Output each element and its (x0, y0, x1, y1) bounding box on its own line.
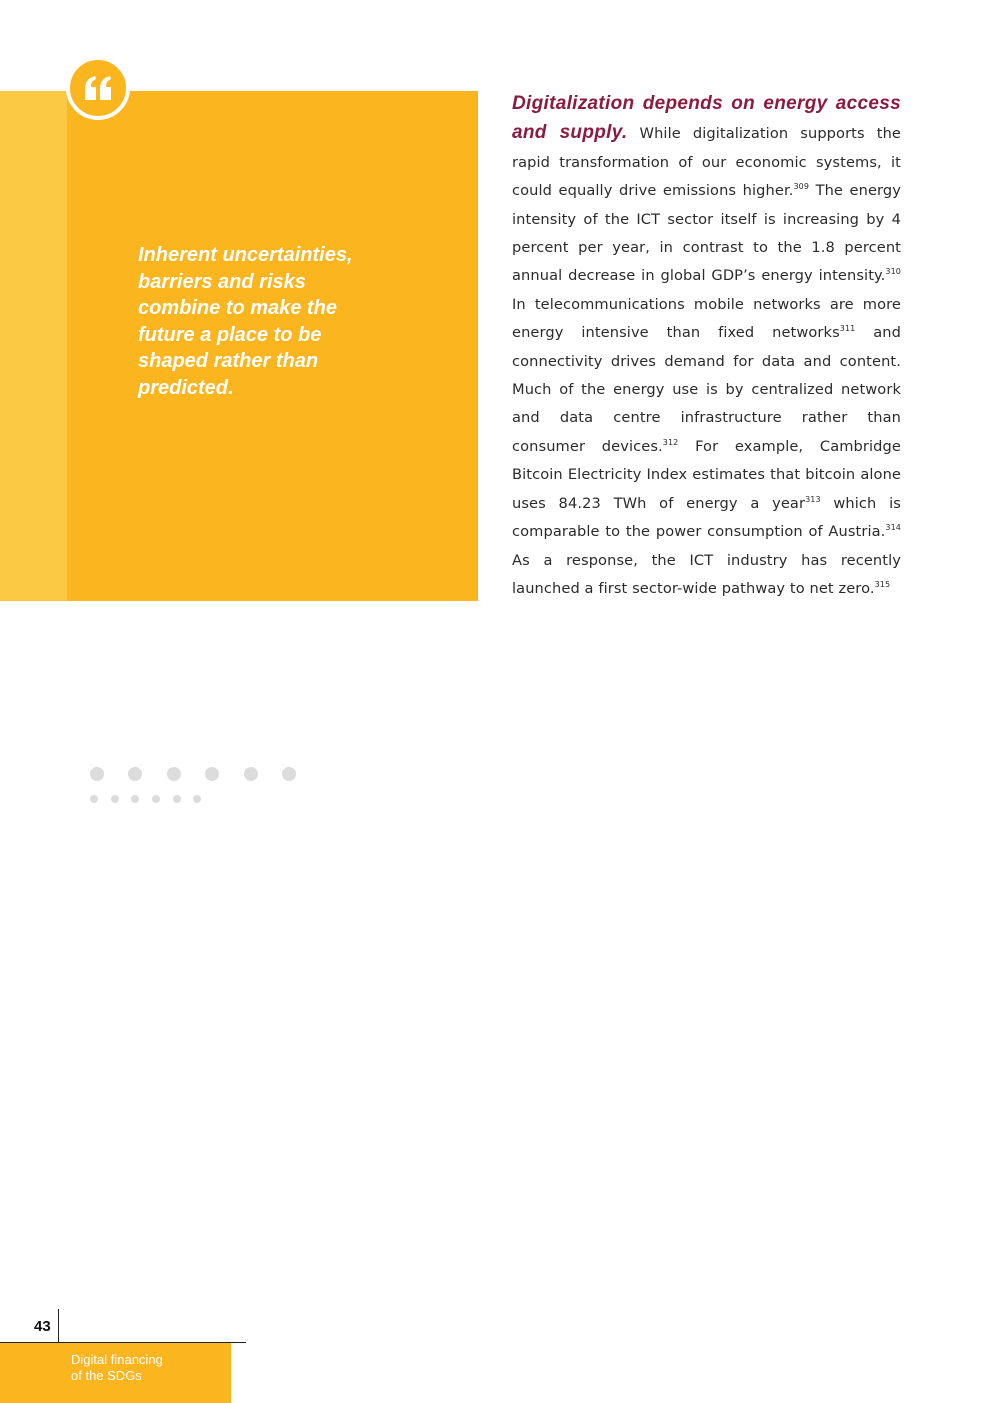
quote-badge (66, 56, 130, 120)
footnote-ref[interactable]: 312 (662, 437, 679, 447)
article-text: For example, Cambridge Bitcoin Electricity Index estimates that bitcoin alone uses 84.23 TWh of energy a year (512, 437, 901, 512)
footnote-ref[interactable]: 313 (805, 494, 821, 504)
pull-quote-line: Inherent uncertainties, (138, 244, 353, 266)
footnote-ref[interactable]: 314 (885, 523, 901, 533)
article-text: While digitalization supports the rapid transformation of our economic systems, it could equally drive emissions higher. (512, 125, 901, 200)
article-lead-heading: Digitalization depends on energy access and supply. (512, 93, 901, 144)
footer-label-line: of the SDGs (71, 1368, 142, 1383)
article-paragraph (512, 90, 901, 603)
pull-quote-line: future a place to be (138, 323, 322, 346)
decorative-dots (88, 766, 308, 806)
footnote-ref[interactable]: 310 (885, 267, 901, 277)
article-text: and connectivity drives demand for data and content. Much of the energy use is by centralized network and data centre infrastructure rather than consumer devices. (512, 324, 902, 455)
article-text: which is comparable to the power consumption of Austria. (512, 494, 901, 541)
pull-quote (138, 242, 378, 401)
pull-quote-line: predicted. (138, 376, 234, 399)
pull-quote-line: shaped rather than (138, 350, 319, 372)
footer-section-label (71, 1352, 221, 1384)
article-text: The energy intensity of the ICT sector itself is increasing by 4 percent per year, in contrast to the 1.8 percent annual decrease in global GDP’s energy intensity. (512, 182, 901, 285)
page-number: 43 (34, 1318, 51, 1335)
article-text: In telecommunications mobile networks are more energy intensive than fixed networks (512, 295, 901, 342)
pull-quote-line: barriers and risks (138, 270, 306, 293)
footnote-ref[interactable]: 309 (793, 182, 810, 192)
pull-quote-line: combine to make the (138, 297, 337, 319)
footer-label-line: Digital financing (71, 1352, 163, 1367)
footnote-ref[interactable]: 315 (874, 579, 891, 589)
article-text: As a response, the ICT industry has recently launched a first sector-wide pathway to net zero. (512, 551, 901, 597)
footnote-ref[interactable]: 311 (839, 324, 856, 334)
quote-mark-icon (83, 76, 113, 100)
left-accent-band (0, 91, 67, 601)
